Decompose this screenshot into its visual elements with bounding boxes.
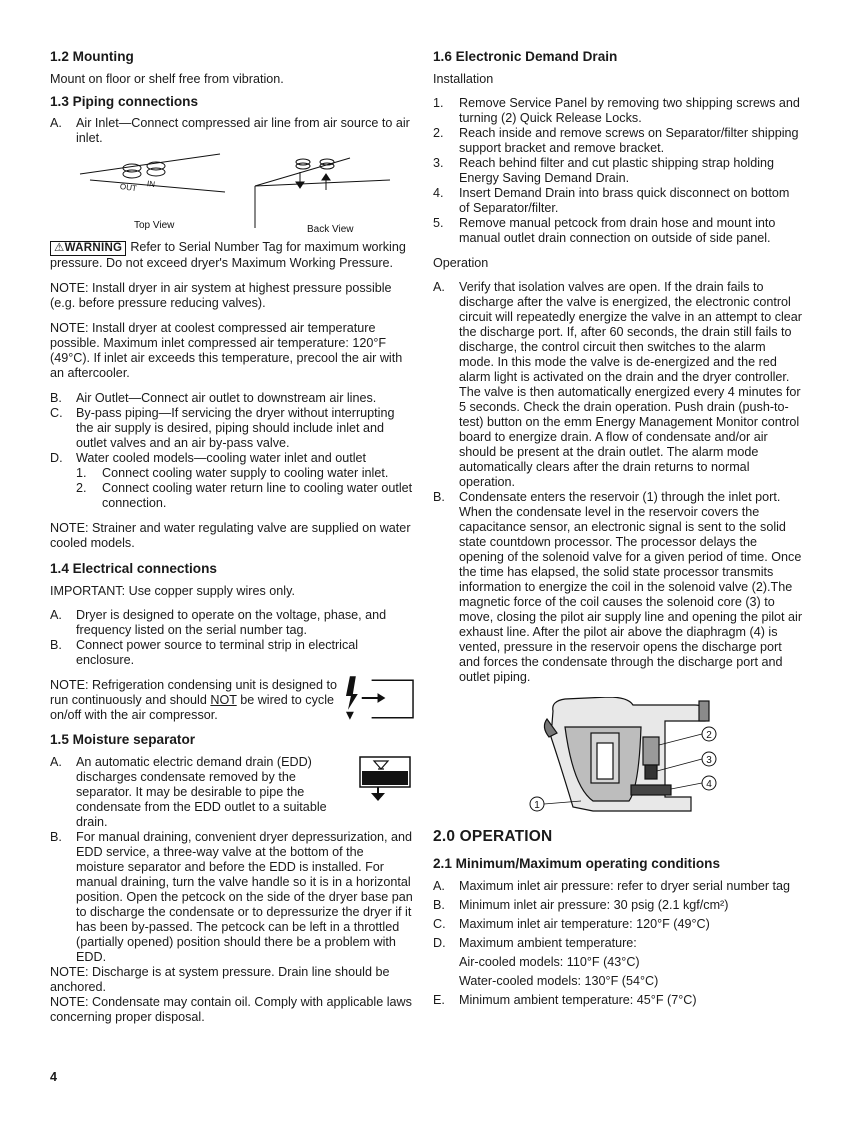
top-view-diagram (80, 154, 225, 193)
back-view-caption: Back View (307, 224, 354, 232)
item-text: Air Inlet—Connect compressed air line from air source to air inlet. (76, 116, 410, 145)
item-text: Minimum inlet air pressure: 30 psig (2.1 kgf/cm²) (459, 898, 729, 912)
sub-num: 1. (76, 466, 87, 480)
item-letter: B. (50, 830, 62, 844)
operation-item-a (433, 280, 803, 490)
water-cooled-models: Water-cooled models: 130°F (54°C) (459, 974, 659, 988)
refrigeration-note-row (50, 678, 415, 723)
power-cycle-icon (344, 674, 415, 722)
electrical-item-b (50, 638, 415, 668)
item-text: Minimum ambient temperature: 45°F (7°C) (459, 993, 697, 1007)
item-text: An automatic electric demand drain (EDD) discharges condensate removed by the separator. It may be desirable to pipe the condensate from the EDD outlet to a suitable drain. (76, 755, 327, 829)
condition-item-d (433, 936, 803, 951)
installation-label: Installation (433, 72, 494, 86)
back-view-diagram (255, 158, 390, 228)
item-text: Maximum ambient temperature: (459, 936, 637, 950)
piping-item-c (50, 406, 415, 451)
install-step-2 (433, 126, 803, 156)
fig-label-in: IN (146, 179, 156, 190)
item-text: Maximum inlet air temperature: 120°F (49°C) (459, 917, 710, 931)
section-1-6-title: 1.6 Electronic Demand Drain (433, 49, 618, 64)
warning-label: WARNING (64, 242, 123, 254)
demand-drain-cutaway-figure (433, 697, 803, 819)
separator-item-a-row (50, 755, 415, 830)
item-letter: A. (50, 608, 62, 622)
section-1-2-title: 1.2 Mounting (50, 49, 134, 64)
install-step-3 (433, 156, 803, 186)
callout-3 (657, 752, 716, 771)
item-letter: B. (433, 898, 445, 912)
item-letter: B. (433, 490, 445, 504)
left-column (50, 40, 415, 1025)
note-strainer: NOTE: Strainer and water regulating valve are supplied on water cooled models. (50, 521, 411, 550)
right-column (433, 40, 803, 1008)
item-text: Dryer is designed to operate on the voltage, phase, and frequency listed on the serial number tag. (76, 608, 387, 637)
item-letter: A. (433, 280, 445, 294)
top-view-caption: Top View (134, 220, 175, 231)
step-num: 1. (433, 96, 444, 110)
piping-figure (50, 146, 415, 232)
drain-icon (358, 755, 414, 803)
callout-2 (659, 727, 716, 745)
important-copper: IMPORTANT: Use copper supply wires only. (50, 584, 295, 598)
sub-num: 2. (76, 481, 87, 495)
item-letter: D. (433, 936, 446, 950)
warning-text: Refer to Serial Number Tag for maximum working pressure. Do not exceed dryer's Maximum Working Pressure. (50, 240, 406, 270)
note-refrigeration-part2: be wired to cycle on/off with the air compressor. (50, 693, 334, 722)
step-text: Reach behind filter and cut plastic shipping strap holding Energy Saving Demand Drain. (459, 156, 775, 185)
item-text: For manual draining, convenient dryer depressurization, and EDD service, a three-way valve at the bottom of the moisture separator and before the EDD is installed. For manual draining, turn the valve handle so it is in a horizontal position. Open the petcock on the side of the dryer base pan to discharge the condensate or to depressurize the dryer if it has been by-passed. The petcock can be left in a throttled (partially opened) position should there be a problem with EDD. (76, 830, 413, 964)
condition-item-a (433, 879, 803, 894)
note-oil: NOTE: Condensate may contain oil. Comply with applicable laws concerning proper disposal. (50, 995, 412, 1024)
callout-label-2: 2 (706, 730, 712, 741)
condition-item-b (433, 898, 803, 913)
step-text: Reach inside and remove screws on Separator/filter shipping support bracket and remove bracket. (459, 126, 799, 155)
warning-triangle-icon: ⚠ (54, 242, 65, 254)
install-step-5 (433, 216, 803, 246)
item-letter: A. (50, 755, 62, 769)
note-not-emphasis: NOT (210, 693, 237, 707)
condition-item-e (433, 993, 803, 1008)
step-text: Insert Demand Drain into brass quick disconnect on bottom of Separator/filter. (459, 186, 790, 215)
sub-text: Connect cooling water return line to cooling water outlet connection. (102, 481, 413, 510)
item-letter: C. (433, 917, 446, 931)
item-letter: C. (50, 406, 63, 420)
piping-item-b (50, 391, 415, 406)
note-coolest-temperature: NOTE: Install dryer at coolest compressed air temperature possible. Maximum inlet compressed air temperature: 120°F (49°C). If inlet air exceeds this temperature, precool the air with an aftercooler. (50, 321, 403, 380)
drain-body (544, 697, 709, 811)
item-text: By-pass piping—If servicing the dryer without interrupting the air supply is desired, piping should include inlet and outlet valves and an air by-pass valve. (76, 406, 395, 450)
callout-label-3: 3 (706, 755, 712, 766)
water-sub-item-2 (50, 481, 415, 511)
section-1-4-title: 1.4 Electrical connections (50, 561, 217, 576)
fig-label-out: OUT (119, 181, 138, 194)
callout-label-4: 4 (706, 779, 712, 790)
item-text: Verify that isolation valves are open. If the drain fails to discharge after the valve is energized, the electronic control circuit will repeatedly energize the valve in an attempt to clear the discharge port. If, after 60 seconds, the drain still fails to discharge, the control circuit then switches to the alarm mode. In this mode the valve is de-energized and the red alarm light is activated on the drain and the dryer controller. The valve is then automatically energized every 4 minutes for 5 seconds. Check the drain operation. Push drain (push-to-test) button on the emm Energy Management Monitor control board to energize drain. A flow of condensate and/or air should be present at the drain outlet. The alarm mode automatically clears after the drain returns to normal operation. (459, 280, 803, 489)
item-text: Condensate enters the reservoir (1) through the inlet port. When the condensate level in the reservoir covers the capacitance sensor, an electronic signal is sent to the solid state countdown processor. The processor delays the opening of the solenoid valve for a given period of time. Once the time has elapsed, the solid state processor transmits information to energize the coil in the solenoid valve (2).The magnetic force of the coil causes the solenoid core (3) to move, closing the pilot air supply line and opening the pilot air exhaust line. After the pilot air above the diaphragm (4) is vented, pressure in the reservoir opens the discharge port and forces the condensate through the discharge port and outlet piping. (459, 490, 803, 684)
piping-item-a (50, 116, 415, 146)
note-highest-pressure: NOTE: Install dryer in air system at highest pressure possible (e.g. before pressure reducing valves). (50, 281, 392, 310)
condition-item-c (433, 917, 803, 932)
callout-4 (671, 776, 716, 790)
water-sub-item-1 (50, 466, 415, 481)
separator-item-a (50, 755, 350, 830)
note-refrigeration (50, 678, 340, 723)
section-2-1-title: 2.1 Minimum/Maximum operating conditions (433, 856, 721, 871)
callout-label-1: 1 (534, 800, 540, 811)
warning-block (50, 240, 415, 271)
operation-label: Operation (433, 256, 489, 270)
item-letter: A. (433, 879, 445, 893)
section-2-0-title: 2.0 OPERATION (433, 828, 553, 845)
install-step-4 (433, 186, 803, 216)
step-num: 5. (433, 216, 444, 230)
item-letter: A. (50, 116, 62, 130)
air-cooled-models: Air-cooled models: 110°F (43°C) (459, 955, 640, 969)
step-text: Remove manual petcock from drain hose and mount into manual outlet drain connection on outside of side panel. (459, 216, 776, 245)
step-num: 4. (433, 186, 444, 200)
item-text: Maximum inlet air pressure: refer to dryer serial number tag (459, 879, 791, 893)
item-text: Connect power source to terminal strip in electrical enclosure. (76, 638, 359, 667)
item-letter: E. (433, 993, 445, 1007)
item-letter: D. (50, 451, 63, 465)
item-letter: B. (50, 391, 62, 405)
section-1-3-title: 1.3 Piping connections (50, 94, 199, 109)
mounting-text: Mount on floor or shelf free from vibration. (50, 72, 284, 86)
operation-item-b (433, 490, 803, 685)
separator-item-b (50, 830, 415, 965)
note-discharge: NOTE: Discharge is at system pressure. Drain line should be anchored. (50, 965, 390, 994)
electrical-item-a (50, 608, 415, 638)
step-text: Remove Service Panel by removing two shipping screws and turning (2) Quick Release Locks. (459, 96, 800, 125)
note-refrigeration-part1: NOTE: Refrigeration condensing unit is designed to run continuously and should (50, 678, 338, 707)
item-text: Air Outlet—Connect air outlet to downstream air lines. (76, 391, 377, 405)
section-1-5-title: 1.5 Moisture separator (50, 732, 196, 747)
page-number: 4 (50, 1070, 58, 1084)
sub-text: Connect cooling water supply to cooling water inlet. (102, 466, 389, 480)
piping-item-d (50, 451, 415, 466)
warning-badge (50, 241, 126, 256)
install-step-1 (433, 96, 803, 126)
step-num: 2. (433, 126, 444, 140)
step-num: 3. (433, 156, 444, 170)
item-text: Water cooled models—cooling water inlet and outlet (76, 451, 367, 465)
item-letter: B. (50, 638, 62, 652)
